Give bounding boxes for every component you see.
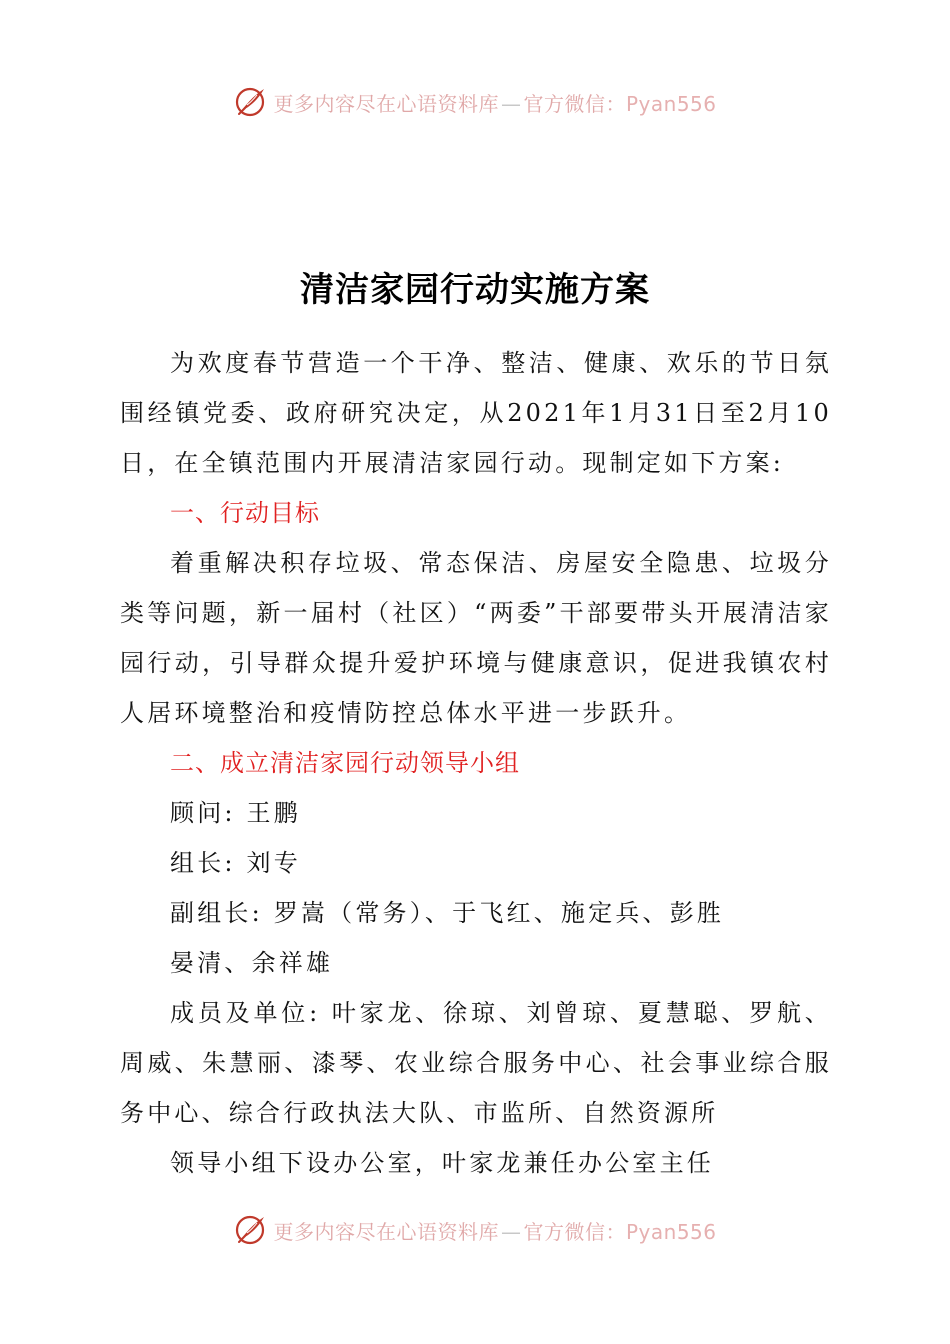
deputy-continued-line: 晏清、余祥雄	[170, 949, 334, 977]
members-paragraph: 成员及单位: 叶家龙、徐琼、刘曾琼、夏慧聪、罗航、周威、朱慧丽、漆琴、农业综合服务中心、社会事业综合服务中心、综合行政执法大队、市监所、自然资源所	[120, 999, 832, 1127]
watermark-prefix: 更多内容尽在心语资料库	[273, 91, 499, 116]
watermark-text	[273, 1216, 716, 1245]
leader-line: 组长: 刘专	[170, 849, 301, 877]
quill-logo-icon	[233, 1212, 269, 1248]
watermark-prefix: 更多内容尽在心语资料库	[273, 1219, 499, 1244]
office-line: 领导小组下设办公室，叶家龙兼任办公室主任	[170, 1149, 714, 1177]
section-heading-leadership: 二、成立清洁家园行动领导小组	[170, 749, 520, 777]
watermark-suffix: 官方微信：	[523, 91, 626, 116]
goals-paragraph: 着重解决积存垃圾、常态保洁、房屋安全隐患、垃圾分类等问题，新一届村（社区）“两委”干部要带头开展清洁家园行动，引导群众提升爱护环境与健康意识，促进我镇农村人居环境整治和疫情防控总体水平进一步跃升。	[120, 549, 832, 727]
watermark-separator: —	[500, 1219, 522, 1244]
watermark-wechat-id: Pyan556	[625, 1219, 717, 1244]
intro-paragraph: 为欢度春节营造一个干净、整洁、健康、欢乐的节日氛围经镇党委、政府研究决定，从2021年1月31日至2月10日，在全镇范围内开展清洁家园行动。现制定如下方案:	[120, 349, 832, 477]
quill-logo-icon	[233, 84, 269, 120]
watermark-text	[273, 88, 716, 117]
watermark-wechat-id: Pyan556	[625, 91, 717, 116]
deputy-line: 副组长: 罗嵩（常务）、于飞红、施定兵、彭胜	[170, 899, 725, 927]
section-heading-goals: 一、行动目标	[170, 499, 320, 527]
watermark-separator: —	[500, 91, 522, 116]
document-body	[120, 338, 832, 1188]
document-title: 清洁家园行动实施方案	[300, 270, 650, 310]
advisor-line: 顾问: 王鹏	[170, 799, 301, 827]
header-watermark	[0, 82, 950, 122]
watermark-suffix: 官方微信：	[523, 1219, 626, 1244]
footer-watermark	[0, 1210, 950, 1250]
